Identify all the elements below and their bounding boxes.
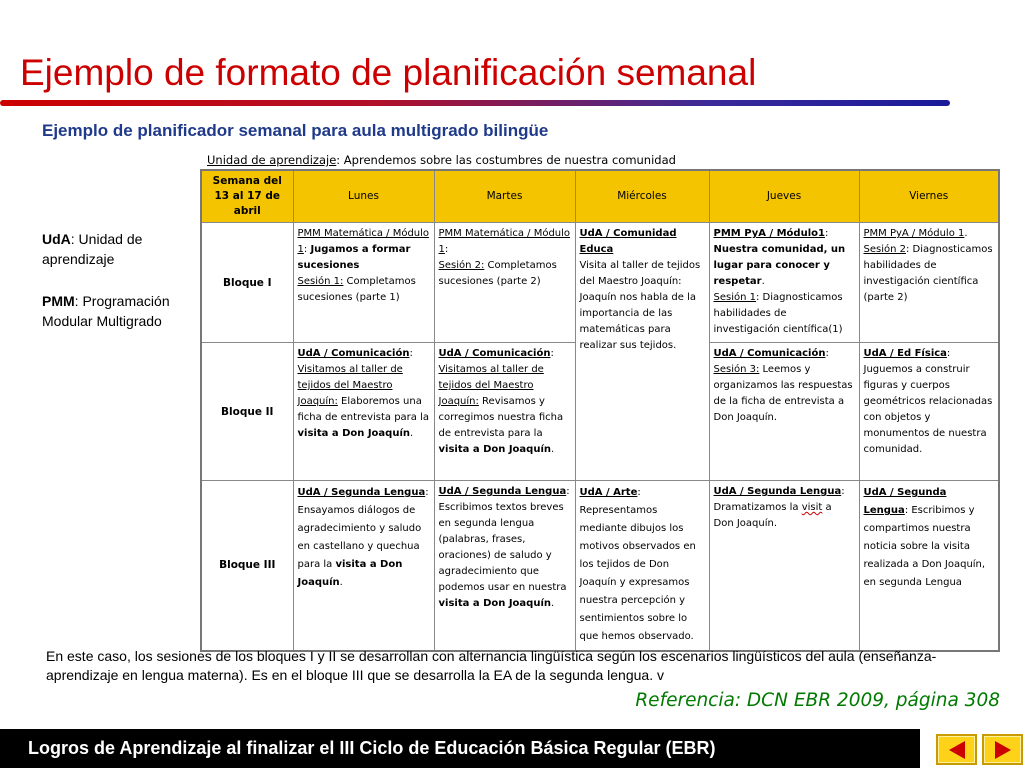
header-day-wednesday: Miércoles — [575, 170, 709, 223]
cell-block1-thursday: PMM PyA / Módulo1: Nuestra comunidad, un lugar para conocer y respetar. Sesión 1: Diagnosticamos habilidades de investigación científica(1) — [709, 223, 859, 343]
cell-block1-friday: PMM PyA / Módulo 1. Sesión 2: Diagnosticamos habilidades de investigación científica (parte 2) — [859, 223, 999, 343]
legend-uda-text: : Unidad de aprendizaje — [42, 231, 143, 267]
cell-block2-thursday: UdA / Comunicación: Sesión 3: Leemos y organizamos las respuestas de la ficha de entrevista a Don Joaquín. — [709, 343, 859, 481]
previous-slide-button[interactable] — [936, 734, 977, 765]
table-header-row — [201, 170, 999, 223]
block-label: Bloque I — [201, 223, 293, 343]
cell-block3-wednesday: UdA / Arte: Representamos mediante dibujos los motivos observados en los tejidos de Don Joaquín y expresamos nuestra percepción y sentimientos sobre lo que hemos observado. — [575, 481, 709, 651]
table-row — [201, 223, 999, 343]
cell-block2-tuesday: UdA / Comunicación: Visitamos al taller de tejidos del Maestro Joaquín: Revisamos y corregimos nuestra ficha de entrevista para la visita a Don Joaquín. — [434, 343, 575, 481]
unit-title-text: : Aprendemos sobre las costumbres de nuestra comunidad — [336, 153, 676, 167]
cell-block3-friday: UdA / Segunda Lengua: Escribimos y compartimos nuestra noticia sobre la visita realizada a Don Joaquín, en segunda Lengua — [859, 481, 999, 651]
header-week: Semana del 13 al 17 de abril — [201, 170, 293, 223]
block-label: Bloque II — [201, 343, 293, 481]
cell-block1-monday: PMM Matemática / Módulo 1: Jugamos a formar sucesiones Sesión 1: Completamos sucesiones (parte 1) — [293, 223, 434, 343]
cell-block3-tuesday: UdA / Segunda Lengua: Escribimos textos breves en segunda lengua (palabras, frases, oraciones) de saludo y agradecimiento que podemos usar en nuestra visita a Don Joaquín. — [434, 481, 575, 651]
unit-title-label: Unidad de aprendizaje — [207, 153, 337, 167]
next-slide-button[interactable] — [982, 734, 1023, 765]
unit-title — [207, 153, 676, 167]
cell-block1-tuesday: PMM Matemática / Módulo 1: Sesión 2: Completamos sucesiones (parte 2) — [434, 223, 575, 343]
cell-block3-monday: UdA / Segunda Lengua: Ensayamos diálogos de agradecimiento y saludo en castellano y quechua para la visita a Don Joaquín. — [293, 481, 434, 651]
cell-block2-monday: UdA / Comunicación: Visitamos al taller de tejidos del Maestro Joaquín: Elaboremos una ficha de entrevista para la visita a Don Joaquín. — [293, 343, 434, 481]
cell-block2-friday: UdA / Ed Física: Juguemos a construir figuras y cuerpos geométricos relacionadas con objetos y monumentos de nuestra comunidad. — [859, 343, 999, 481]
cell-block3-thursday: UdA / Segunda Lengua: Dramatizamos la visit a Don Joaquín. — [709, 481, 859, 651]
slide-subtitle: Ejemplo de planificador semanal para aula multigrado bilingüe — [42, 121, 549, 140]
arrow-right-icon — [992, 739, 1014, 761]
weekly-plan-table — [200, 169, 1000, 652]
cell-block1-2-wednesday: UdA / Comunidad Educa Visita al taller de tejidos del Maestro Joaquín: Joaquín nos habla de la importancia de las matemáticas para realizar sus tejidos. — [575, 223, 709, 481]
footer-bar — [0, 729, 920, 768]
reference-citation: Referencia: DCN EBR 2009, página 308 — [635, 690, 1000, 711]
slide-title: Ejemplo de formato de planificación semanal — [20, 52, 757, 93]
legend-pmm-abbr: PMM — [42, 293, 75, 309]
footer-text: Logros de Aprendizaje al finalizar el III Ciclo de Educación Básica Regular (EBR) — [28, 738, 716, 758]
header-day-monday: Lunes — [293, 170, 434, 223]
legend-uda — [42, 229, 202, 269]
legend-uda-abbr: UdA — [42, 231, 71, 247]
legend-pmm-text: : Programación Modular Multigrado — [42, 293, 170, 329]
header-day-thursday: Jueves — [709, 170, 859, 223]
legend-pmm — [42, 291, 202, 331]
explanatory-note: En este caso, los sesiones de los bloques I y II se desarrollan con alternancia lingüística según los escenarios lingüísticos del aula (enseñanza-aprendizaje en lengua materna). Es en el bloque III que se desarrolla la EA de la segunda lengua. v — [46, 648, 937, 683]
header-day-tuesday: Martes — [434, 170, 575, 223]
title-underline — [0, 100, 950, 106]
header-day-friday: Viernes — [859, 170, 999, 223]
arrow-left-icon — [946, 739, 968, 761]
table-row — [201, 481, 999, 651]
block-label: Bloque III — [201, 481, 293, 651]
